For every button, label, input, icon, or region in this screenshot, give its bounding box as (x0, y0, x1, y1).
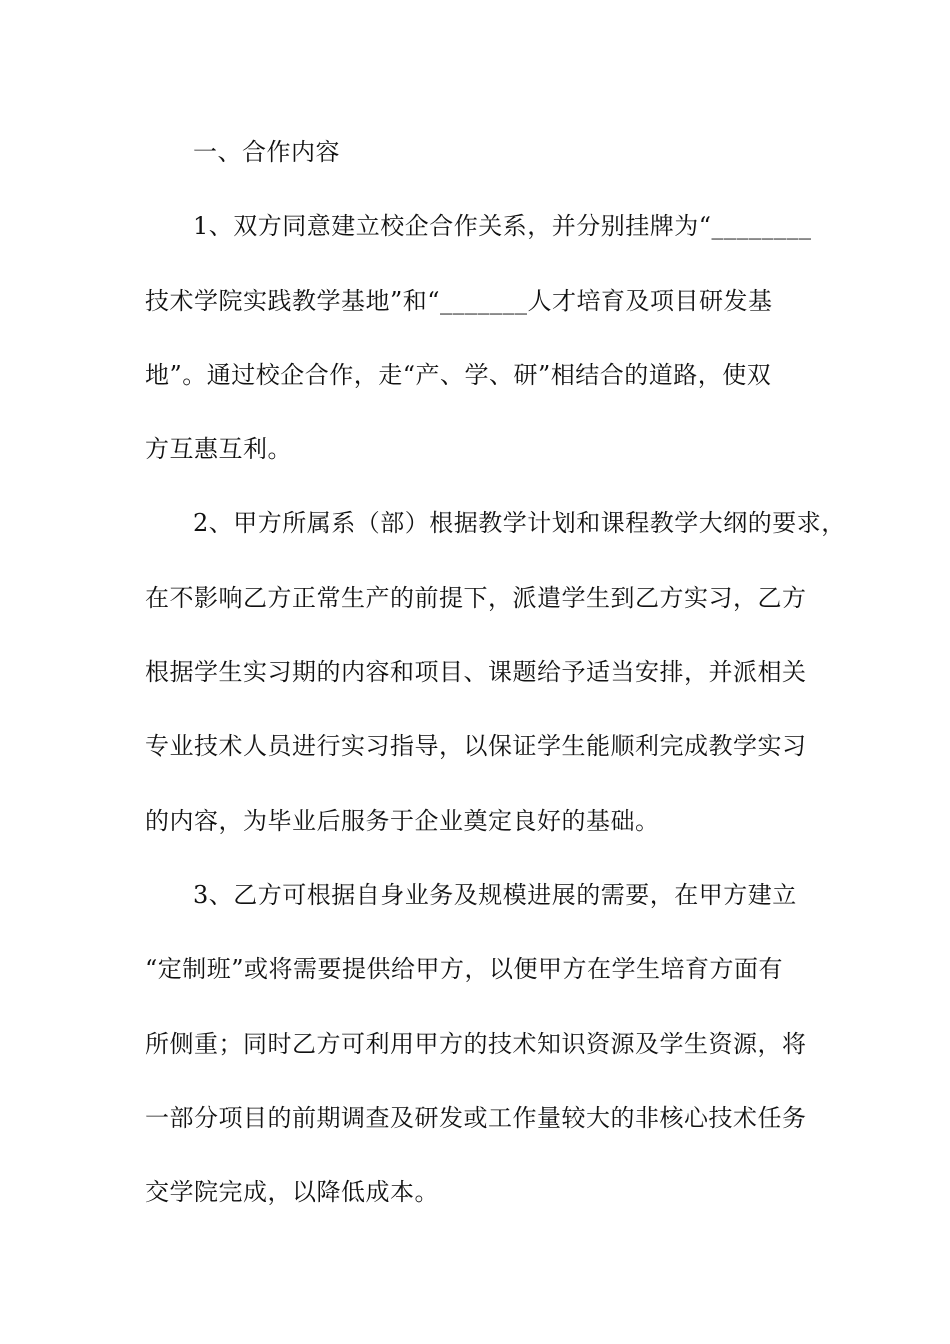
paragraph-2-line-1: 2、甲方所属系（部）根据教学计划和课程教学大纲的要求， (193, 509, 846, 538)
paragraph-2-line-2: 在不影响乙方正常生产的前提下，派遣学生到乙方实习，乙方 (145, 583, 807, 612)
paragraph-3-line-3: 所侧重；同时乙方可利用甲方的技术知识资源及学生资源，将 (145, 1029, 807, 1058)
paragraph-1-line-4: 方互惠互利。 (145, 435, 292, 464)
paragraph-1-line-1: 1、双方同意建立校企合作关系，并分别挂牌为“________ (193, 212, 812, 241)
paragraph-2-line-4: 专业技术人员进行实习指导，以保证学生能顺利完成教学实习 (145, 732, 807, 761)
document-body (145, 128, 846, 1242)
paragraph-3-line-5: 交学院完成，以降低成本。 (145, 1178, 439, 1207)
paragraph-3-line-2: “定制班”或将需要提供给甲方，以便甲方在学生培育方面有 (145, 955, 784, 984)
paragraph-3-line-4: 一部分项目的前期调查及研发或工作量较大的非核心技术任务 (145, 1103, 807, 1132)
section-heading: 一、合作内容 (193, 138, 340, 166)
paragraph-1-line-2: 技术学院实践教学基地”和“_______人才培育及项目研发基 (145, 286, 773, 315)
paragraph-3-line-1: 3、乙方可根据自身业务及规模进展的需要，在甲方建立 (193, 880, 797, 909)
paragraph-1-line-3: 地”。通过校企合作，走“产、学、研”相结合的道路，使双 (145, 360, 772, 389)
paragraph-2-line-3: 根据学生实习期的内容和项目、课题给予适当安排，并派相关 (145, 658, 807, 687)
paragraph-2-line-5: 的内容，为毕业后服务于企业奠定良好的基础。 (145, 806, 660, 835)
